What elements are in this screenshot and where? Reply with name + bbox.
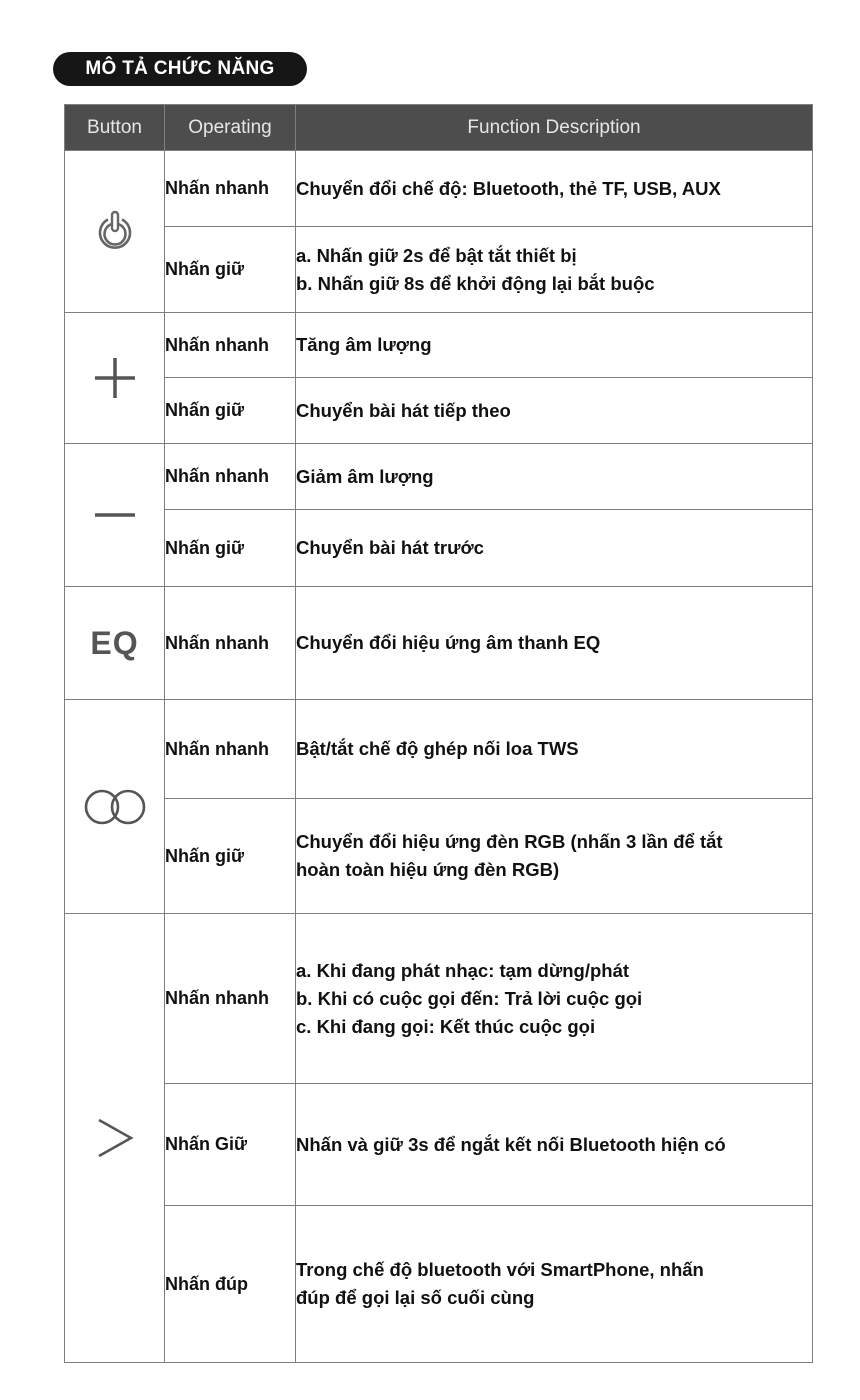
button-cell-minus — [65, 444, 165, 587]
description-line: Chuyển bài hát tiếp theo — [296, 399, 511, 421]
header-button: Button — [65, 105, 165, 151]
function-description — [296, 700, 813, 799]
function-description — [296, 444, 813, 510]
table-row — [65, 510, 813, 587]
function-description — [296, 227, 813, 313]
function-description — [296, 510, 813, 587]
table-row — [65, 378, 813, 444]
description-line: đúp để gọi lại số cuối cùng — [296, 1287, 535, 1308]
operation-label: Nhấn giữ — [165, 227, 296, 313]
operation-label: Nhấn nhanh — [165, 700, 296, 799]
minus-icon — [91, 505, 139, 525]
operation-label: Nhấn nhanh — [165, 914, 296, 1084]
button-cell-plus — [65, 313, 165, 444]
operation-label: Nhấn đúp — [165, 1206, 296, 1363]
chevron-right-icon — [95, 1116, 135, 1160]
operation-label: Nhấn giữ — [165, 510, 296, 587]
description-line: a. Khi đang phát nhạc: tạm dừng/phát — [296, 959, 630, 981]
function-description — [296, 1206, 813, 1363]
description-line: Tăng âm lượng — [296, 334, 432, 355]
description-line: Chuyển bài hát trước — [296, 537, 484, 558]
description-line: Giảm âm lượng — [296, 465, 434, 487]
function-description — [296, 1084, 813, 1206]
button-cell-tws — [65, 700, 165, 914]
button-cell-power — [65, 151, 165, 313]
description-line: Chuyển đổi chế độ: Bluetooth, thẻ TF, USB, AUX — [296, 177, 721, 199]
function-table — [64, 104, 813, 1363]
operation-label: Nhấn Giữ — [165, 1084, 296, 1206]
description-line: Chuyển đổi hiệu ứng âm thanh EQ — [296, 632, 601, 653]
button-cell-eq — [65, 587, 165, 700]
table-row — [65, 151, 813, 227]
section-title — [53, 52, 307, 86]
function-description — [296, 151, 813, 227]
description-line: c. Khi đang gọi: Kết thúc cuộc gọi — [296, 1015, 596, 1037]
table-row — [65, 1206, 813, 1363]
eq-icon: EQ — [90, 624, 139, 661]
operation-label: Nhấn nhanh — [165, 151, 296, 227]
operation-label: Nhấn giữ — [165, 799, 296, 914]
function-description — [296, 313, 813, 378]
description-line: b. Nhấn giữ 8s để khởi động lại bắt buộc — [296, 272, 655, 294]
function-description — [296, 914, 813, 1084]
operation-label: Nhấn nhanh — [165, 444, 296, 510]
description-line: Trong chế độ bluetooth với SmartPhone, nhấn — [296, 1259, 704, 1280]
description-line: b. Khi có cuộc gọi đến: Trả lời cuộc gọi — [296, 987, 643, 1009]
description-line: Chuyển đổi hiệu ứng đèn RGB (nhấn 3 lần để tắt — [296, 831, 723, 852]
button-cell-play — [65, 914, 165, 1363]
operation-label: Nhấn giữ — [165, 378, 296, 444]
plus-icon — [91, 354, 139, 402]
tws-link-icon — [81, 787, 149, 827]
table-row — [65, 914, 813, 1084]
table-row — [65, 1084, 813, 1206]
table-row — [65, 227, 813, 313]
function-description — [296, 378, 813, 444]
table-header-row — [65, 105, 813, 151]
header-operating: Operating — [165, 105, 296, 151]
table-row — [65, 799, 813, 914]
table-row — [65, 587, 813, 700]
description-line: a. Nhấn giữ 2s để bật tắt thiết bị — [296, 244, 577, 266]
function-description — [296, 799, 813, 914]
section-title-text: MÔ TẢ CHỨC NĂNG — [85, 58, 275, 79]
header-description: Function Description — [296, 105, 813, 151]
table-row — [65, 444, 813, 510]
function-description — [296, 587, 813, 700]
description-line: Nhấn và giữ 3s để ngắt kết nối Bluetooth hiện có — [296, 1133, 726, 1155]
table-row — [65, 313, 813, 378]
power-icon — [91, 208, 139, 256]
table-row — [65, 700, 813, 799]
operation-label: Nhấn nhanh — [165, 313, 296, 378]
operation-label: Nhấn nhanh — [165, 587, 296, 700]
description-line: hoàn toàn hiệu ứng đèn RGB) — [296, 859, 560, 880]
description-line: Bật/tắt chế độ ghép nối loa TWS — [296, 738, 579, 759]
